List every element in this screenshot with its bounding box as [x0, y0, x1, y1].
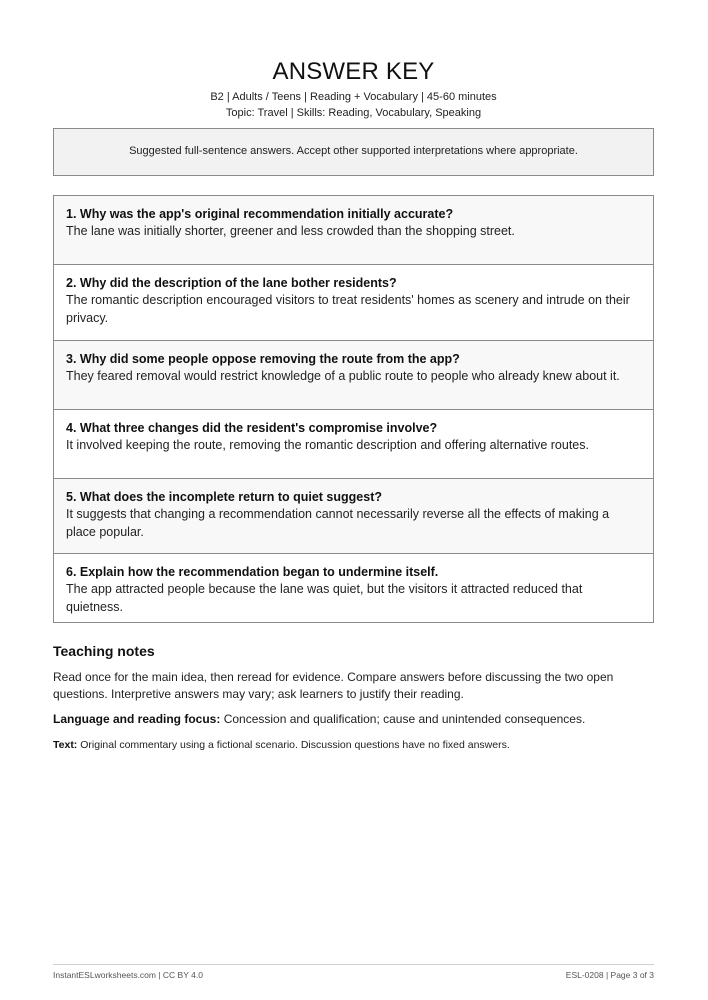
answer-text: It involved keeping the route, removing the romantic description and offering alternative routes.: [66, 438, 589, 452]
answer-text: They feared removal would restrict knowledge of a public route to people who already knew about it.: [66, 369, 620, 383]
footer-divider: [53, 964, 654, 965]
answer-item: [54, 264, 653, 340]
answer-item: [54, 409, 653, 478]
footer-credit: InstantESLworksheets.com | CC BY 4.0: [53, 970, 203, 980]
page-title: ANSWER KEY: [272, 58, 435, 85]
answer-item: [54, 553, 653, 622]
answer-text: It suggests that changing a recommendation cannot necessarily reverse all the effects of making a place popular.: [66, 507, 610, 539]
focus-line: [53, 712, 654, 726]
answer-list: [53, 195, 654, 623]
topic-info: Topic: Travel | Skills: Reading, Vocabulary, Speaking: [225, 107, 482, 119]
instructions-text: Suggested full-sentence answers. Accept other supported interpretations where appropriate.: [129, 145, 578, 157]
level-info: B2 | Adults / Teens | Reading + Vocabulary | 45-60 minutes: [210, 91, 497, 103]
notes-paragraph: Read once for the main idea, then reread for evidence. Compare answers before discussing the two open questions. Interpretive answers may vary; ask learners to justify their reading.: [53, 670, 614, 701]
question-text: 4. What three changes did the resident's compromise involve?: [66, 421, 438, 435]
instructions-box: [53, 128, 654, 176]
text-source: Original commentary using a fictional scenario. Discussion questions have no fixed answers.: [77, 739, 510, 751]
question-text: 6. Explain how the recommendation began to undermine itself.: [66, 565, 439, 579]
notes-heading: Teaching notes: [53, 643, 155, 659]
question-text: 2. Why did the description of the lane bother residents?: [66, 276, 397, 290]
footer-page-number: ESL-0208 | Page 3 of 3: [565, 970, 654, 980]
text-source-line: [53, 739, 654, 751]
answer-text: The romantic description encouraged visitors to treat residents' homes as scenery and intrude on their privacy.: [66, 293, 630, 325]
question-text: 3. Why did some people oppose removing the route from the app?: [66, 352, 460, 366]
answer-item: [54, 478, 653, 553]
question-text: 1. Why was the app's original recommendation initially accurate?: [66, 207, 454, 221]
focus-label: Language and reading focus:: [53, 712, 221, 726]
answer-text: The lane was initially shorter, greener and less crowded than the shopping street.: [66, 224, 515, 238]
question-text: 5. What does the incomplete return to quiet suggest?: [66, 490, 382, 504]
answer-text: The app attracted people because the lane was quiet, but the visitors it attracted reduced that quietness.: [66, 582, 583, 614]
text-label: Text:: [53, 739, 78, 751]
answer-item: [54, 196, 653, 264]
answer-item: [54, 340, 653, 409]
focus-text: Concession and qualification; cause and unintended consequences.: [220, 712, 586, 726]
